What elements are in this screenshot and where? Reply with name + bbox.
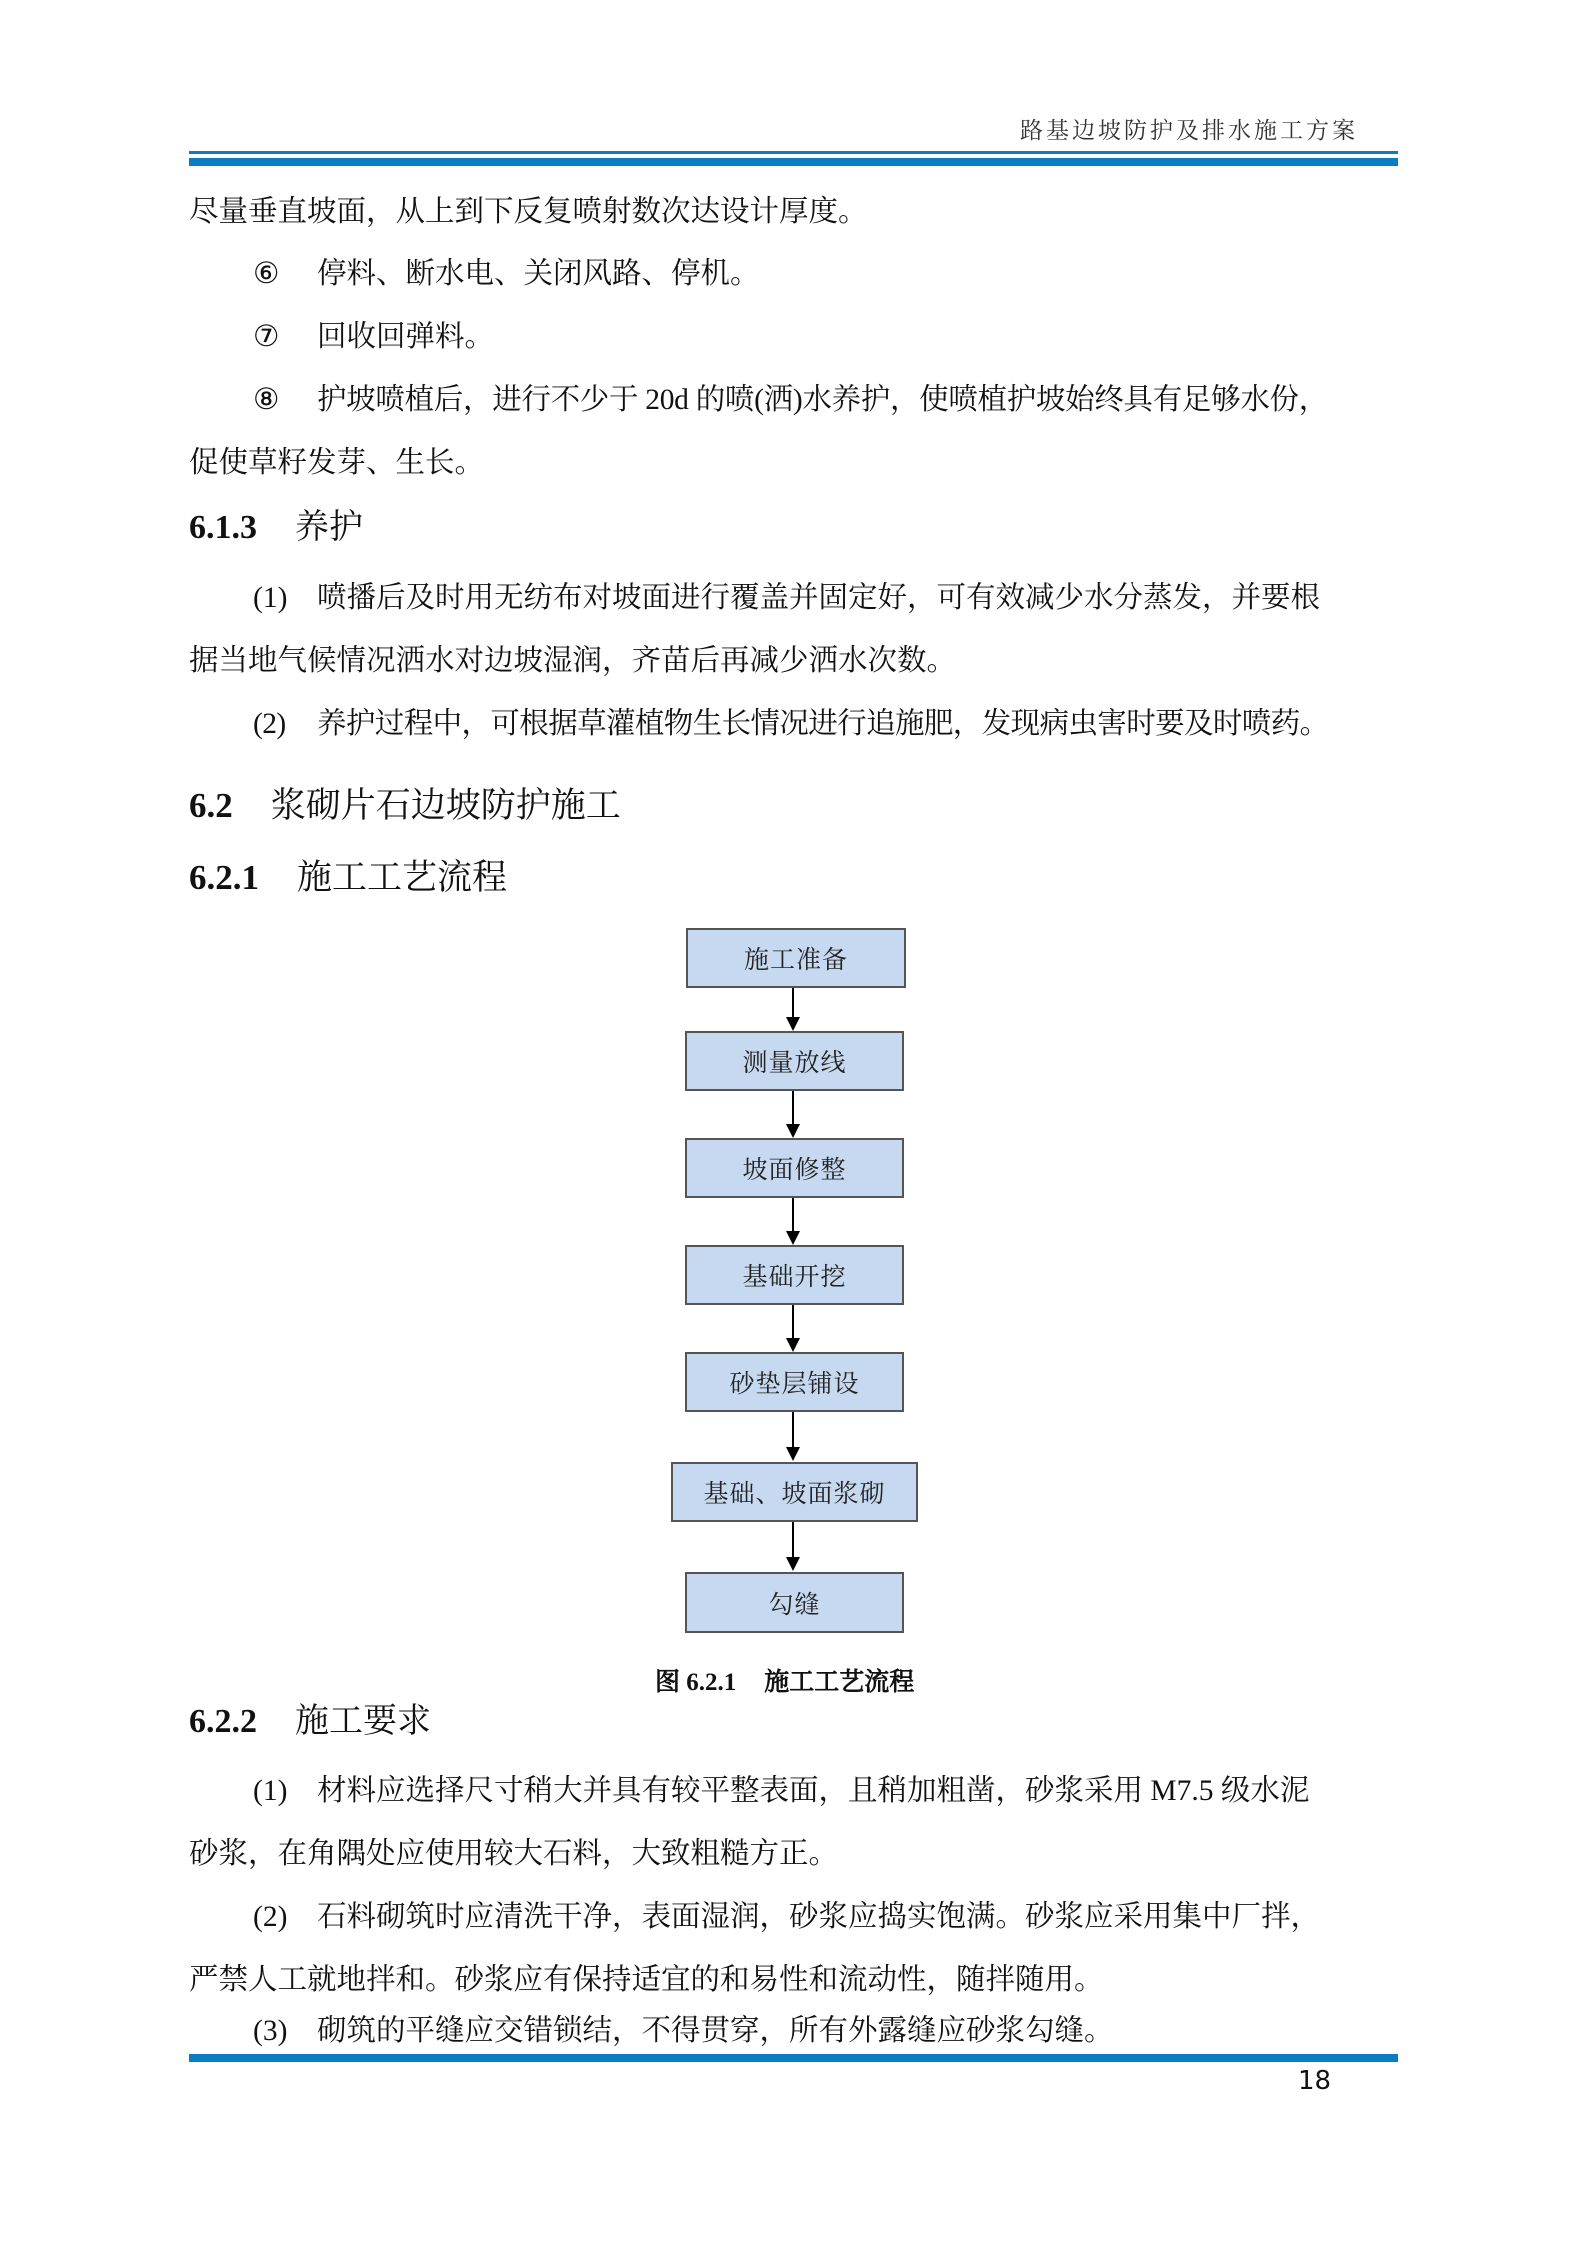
section-title: 浆砌片石边坡防护施工 — [270, 786, 621, 825]
flow-arrow-line — [792, 1198, 794, 1232]
paragraph-continuation: 尽量垂直坡面，从上到下反复喷射数次达设计厚度。 — [189, 196, 868, 228]
list-item-continuation: 严禁人工就地拌和。砂浆应有保持适宜的和易性和流动性，随拌随用。 — [189, 1964, 1104, 1996]
section-heading-6-2-2 — [189, 1702, 431, 1742]
list-item — [253, 256, 1465, 292]
caption-text: 施工工艺流程 — [764, 1669, 915, 1696]
section-title: 施工工艺流程 — [297, 858, 508, 897]
flowchart-step: 砂垫层铺设 — [685, 1352, 904, 1412]
flow-arrow-line — [792, 1522, 794, 1558]
flowchart-step: 勾缝 — [685, 1572, 904, 1633]
list-marker: (2) — [253, 708, 286, 740]
section-title: 施工要求 — [295, 1703, 431, 1740]
section-number: 6.2.2 — [189, 1703, 257, 1740]
section-number: 6.1.3 — [189, 509, 257, 546]
section-heading-6-1-3 — [189, 508, 363, 548]
arrow-down-icon — [786, 1338, 800, 1352]
flow-arrow-line — [792, 1305, 794, 1339]
list-text: 养护过程中，可根据草灌植物生长情况进行追施肥，发现病虫害时要及时喷药。 — [317, 708, 1329, 740]
list-text: 回收回弹料。 — [317, 321, 495, 353]
flowchart-step: 坡面修整 — [685, 1138, 904, 1198]
list-marker: (3) — [253, 2015, 288, 2047]
list-text: 石料砌筑时应清洗干净，表面湿润，砂浆应捣实饱满。砂浆应采用集中厂拌， — [317, 1901, 1321, 1933]
list-text: 喷播后及时用无纺布对坡面进行覆盖并固定好，可有效减少水分蒸发，并要根 — [317, 582, 1321, 614]
list-item — [253, 2013, 1465, 2049]
list-item-continuation: 砂浆，在角隅处应使用较大石料，大致粗糙方正。 — [189, 1838, 839, 1870]
list-marker: (2) — [253, 1901, 288, 1933]
section-number: 6.2 — [189, 786, 233, 825]
list-marker: (1) — [253, 1775, 288, 1807]
list-item — [253, 319, 1465, 355]
arrow-down-icon — [786, 1557, 800, 1571]
list-item — [253, 706, 1465, 742]
document-header-title: 路基边坡防护及排水施工方案 — [1020, 118, 1358, 144]
arrow-down-icon — [786, 1231, 800, 1245]
list-item — [253, 580, 1465, 616]
list-text: 材料应选择尺寸稍大并具有较平整表面，且稍加粗凿，砂浆采用 M7.5 级水泥 — [317, 1775, 1310, 1807]
list-marker: ⑦ — [253, 321, 280, 353]
arrow-down-icon — [786, 1017, 800, 1031]
flowchart-step: 测量放线 — [685, 1031, 904, 1091]
list-marker: ⑥ — [253, 258, 280, 290]
list-item — [253, 382, 1465, 418]
caption-number: 图 6.2.1 — [655, 1669, 737, 1696]
header-rule-thin — [189, 151, 1398, 154]
page-number: 18 — [1298, 2066, 1332, 2096]
arrow-down-icon — [786, 1447, 800, 1461]
header-rule-thick — [189, 158, 1398, 166]
list-text: 砌筑的平缝应交错锁结，不得贯穿，所有外露缝应砂浆勾缝。 — [317, 2015, 1114, 2047]
arrow-down-icon — [786, 1124, 800, 1138]
flowchart-step: 基础开挖 — [685, 1245, 904, 1305]
list-marker: ⑧ — [253, 384, 280, 416]
list-text: 停料、断水电、关闭风路、停机。 — [317, 258, 760, 290]
figure-caption — [655, 1662, 914, 1698]
section-heading-6-2 — [189, 786, 621, 826]
footer-rule — [189, 2054, 1398, 2062]
flow-arrow-line — [792, 1091, 794, 1125]
list-item-continuation: 促使草籽发芽、生长。 — [189, 447, 485, 479]
flowchart-step: 基础、坡面浆砌 — [671, 1462, 918, 1522]
section-heading-6-2-1 — [189, 858, 507, 898]
list-marker: (1) — [253, 582, 288, 614]
flow-arrow-line — [792, 1412, 794, 1448]
list-item — [253, 1899, 1465, 1935]
section-title: 养护 — [295, 509, 363, 546]
flowchart-step: 施工准备 — [686, 928, 906, 988]
list-item — [253, 1773, 1465, 1809]
section-number: 6.2.1 — [189, 858, 259, 897]
flow-arrow-line — [792, 988, 794, 1018]
list-text: 护坡喷植后，进行不少于 20d 的喷(洒)水养护，使喷植护坡始终具有足够水份， — [317, 384, 1328, 416]
list-item-continuation: 据当地气候情况洒水对边坡湿润，齐苗后再减少洒水次数。 — [189, 645, 957, 677]
